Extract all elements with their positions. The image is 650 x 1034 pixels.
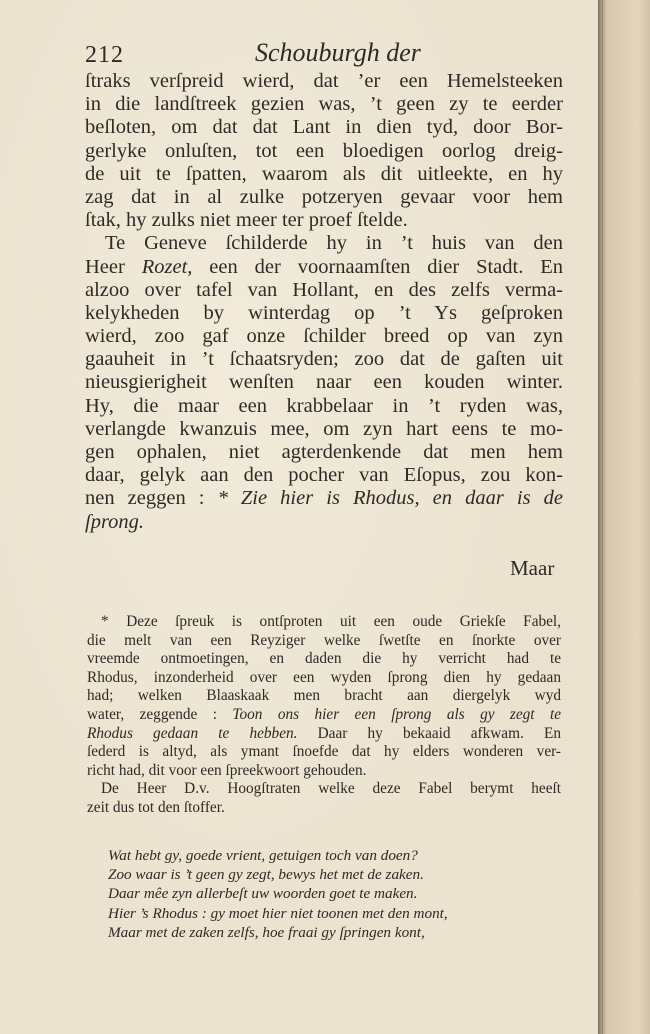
footnote-line: Rhodus, inzonderheid over een wyden ſprong dien hy gedaan xyxy=(87,668,561,686)
page-header xyxy=(85,38,565,72)
verse-line: Wat hebt gy, goede vrient, getuigen toch van doen? xyxy=(108,847,418,864)
text-line: gen ophalen, niet agterdenkende dat men hem xyxy=(85,441,563,463)
page-number: 212 xyxy=(85,42,124,68)
text-line: Te Geneve ſchilderde hy in ’t huis van den xyxy=(105,232,563,255)
footnote-line xyxy=(87,725,561,744)
footnote-line: ſederd is altyd, als ymant ſnoefde dat hy elders wonderen ver- xyxy=(87,743,561,761)
text-line: daar, gelyk aan den pocher van Eſopus, zou kon- xyxy=(85,464,563,487)
text-fragment: water, zeggende : xyxy=(87,705,233,723)
catchword: Maar xyxy=(510,556,555,580)
text-line: nieusgierigheit wenſten naar een kouden winter. xyxy=(85,371,563,394)
text-line: beſloten, om dat dat Lant in dien tyd, door Bor- xyxy=(85,116,563,139)
text-line: in die landſtreek gezien was, ’t geen zy te eerder xyxy=(85,93,563,116)
text-line: alzoo over tafel van Hollant, en des zelfs verma- xyxy=(85,278,563,301)
text-line: ſtak, hy zulks niet meer ter proef ſtelde. xyxy=(85,209,408,232)
footnote-line: die melt van een Reyziger welke ſwetſte en ſnorkte over xyxy=(87,631,561,649)
text-line: gaauheit in ’t ſchaatsryden; zoo dat de gaſten uit xyxy=(85,348,563,371)
footnote-line: vreemde ontmoetingen, en daden die hy verricht had te xyxy=(87,650,561,668)
text-line: de uit te ſpatten, waarom als dit uitleekte, en hy xyxy=(85,162,563,185)
footnote xyxy=(87,613,561,818)
text-line: wierd, zoo gaf onze ſchilder breed op van zyn xyxy=(85,325,563,348)
quote-rhodus-gedaan: Rhodus gedaan te hebben. xyxy=(87,724,298,742)
footnote-line: zeit dus tot den ſtoffer. xyxy=(87,798,225,816)
text-line: kelykheden by winterdag op ’t Ys geſproken xyxy=(85,301,563,324)
footnote-line: richt had, dit voor een ſpreekwoort gehouden. xyxy=(87,761,367,779)
text-fragment: nen zeggen : xyxy=(85,487,218,510)
verse-line: Daar mêe zyn allerbeſt uw woorden goet te maken. xyxy=(108,885,418,903)
verse-line: Zoo waar is ’t geen gy zegt, bewys het met de zaken. xyxy=(108,866,424,884)
footnote-line: had; welken Blaaskaak men bracht aan diergelyk wyd xyxy=(87,687,561,705)
footnote-line: De Heer D.v. Hoogſtraten welke deze Fabel berymt heeſt xyxy=(101,780,561,798)
quote-rhodus: * Zie hier is Rhodus, en daar is de xyxy=(217,487,563,510)
verse-block xyxy=(108,846,528,942)
text-line xyxy=(85,256,563,279)
main-text xyxy=(85,70,563,534)
text-fragment: Heer xyxy=(85,255,142,278)
text-line: Hy, die maar een krabbelaar in ’t ryden was, xyxy=(85,394,563,417)
person-name-rozet: Rozet xyxy=(141,255,188,278)
text-line: verlangde kwanzuis mee, om zyn hart eens te mo- xyxy=(85,417,563,440)
verse-line: Hier ’s Rhodus : gy moet hier niet toonen met den mont, xyxy=(108,904,448,922)
text-line: gerlyke onluſten, tot een bloedigen oorlog dreig- xyxy=(85,139,563,162)
book-page-edge xyxy=(598,0,650,1034)
text-fragment: , een der voornaamſten dier Stadt. En xyxy=(187,255,563,278)
footnote-line: * Deze ſpreuk is ontſproten uit een oude Griekſe Fabel, xyxy=(101,613,561,630)
footnote-line xyxy=(87,706,561,725)
text-line: ſtraks verſpreid wierd, dat ’er een Hemelsteeken xyxy=(85,70,563,92)
text-fragment: Daar hy bekaaid afkwam. En xyxy=(297,724,561,742)
quote-toon-ons: Toon ons hier een ſprong als gy zegt te xyxy=(232,705,562,723)
verse-line: Maar met de zaken zelfs, hoe fraai gy ſpringen kont, xyxy=(108,923,425,941)
text-line: zag dat in al zulke potzeryen gevaar voor hem xyxy=(85,185,563,208)
running-head: Schouburgh der xyxy=(255,38,421,67)
text-line: ſprong. xyxy=(85,510,145,533)
text-line xyxy=(85,487,563,510)
